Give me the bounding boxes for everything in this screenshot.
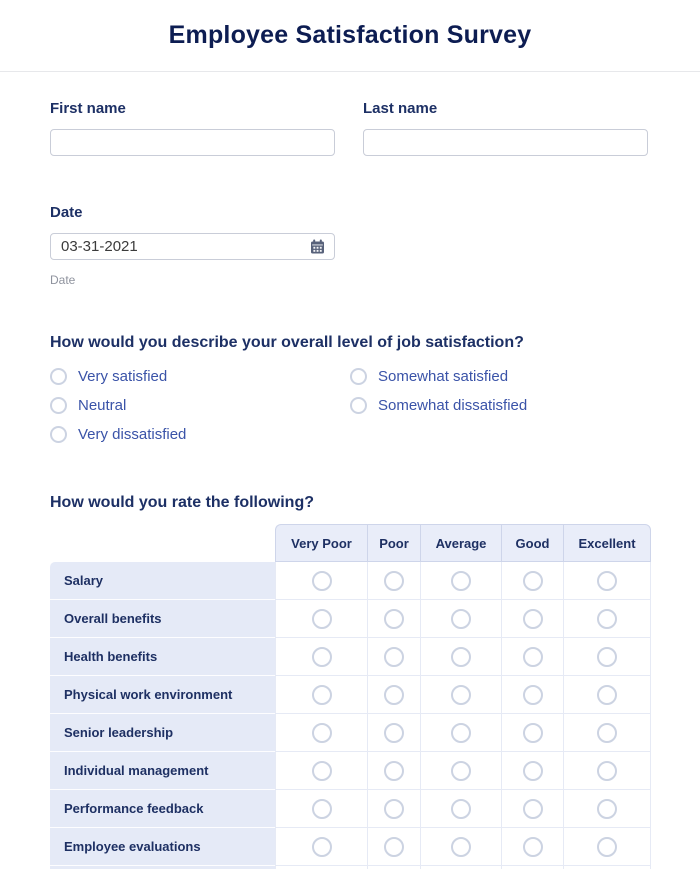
matrix-radio[interactable] [384, 647, 404, 667]
date-input-wrap [50, 233, 335, 260]
radio-icon[interactable] [350, 397, 367, 414]
matrix-radio[interactable] [384, 837, 404, 857]
page-title: Employee Satisfaction Survey [168, 21, 532, 49]
matrix-radio[interactable] [312, 799, 332, 819]
matrix-radio[interactable] [451, 723, 471, 743]
rating-matrix-question-text: How would you rate the following? [50, 494, 314, 511]
form-header [0, 0, 700, 72]
matrix-radio[interactable] [597, 723, 617, 743]
option-somewhat-satisfied[interactable] [350, 362, 650, 391]
matrix-radio[interactable] [451, 685, 471, 705]
option-label: Neutral [78, 397, 127, 414]
matrix-radio[interactable] [523, 685, 543, 705]
matrix-radio[interactable] [597, 837, 617, 857]
date-label: Date [50, 204, 83, 221]
matrix-radio[interactable] [451, 761, 471, 781]
option-label: Somewhat satisfied [378, 368, 509, 385]
radio-icon[interactable] [50, 397, 67, 414]
matrix-row-overall-benefits [50, 600, 651, 638]
matrix-col-average: Average [420, 524, 501, 562]
matrix-radio[interactable] [312, 609, 332, 629]
radio-icon[interactable] [50, 368, 67, 385]
matrix-radio[interactable] [523, 761, 543, 781]
first-name-input[interactable] [50, 129, 335, 156]
matrix-radio[interactable] [312, 723, 332, 743]
matrix-row-label: Individual management [50, 752, 275, 790]
matrix-radio[interactable] [597, 799, 617, 819]
option-label: Very satisfied [78, 368, 168, 385]
radio-icon[interactable] [350, 368, 367, 385]
matrix-radio[interactable] [384, 761, 404, 781]
matrix-radio[interactable] [312, 761, 332, 781]
name-section [50, 100, 650, 156]
radio-icon[interactable] [50, 426, 67, 443]
matrix-radio[interactable] [312, 647, 332, 667]
last-name-input[interactable] [363, 129, 648, 156]
matrix-radio[interactable] [451, 571, 471, 591]
job-satisfaction-question [50, 334, 650, 449]
date-sublabel: Date [50, 273, 76, 287]
matrix-radio[interactable] [597, 647, 617, 667]
matrix-radio[interactable] [523, 837, 543, 857]
matrix-radio[interactable] [384, 609, 404, 629]
matrix-radio[interactable] [597, 609, 617, 629]
matrix-radio[interactable] [312, 571, 332, 591]
matrix-radio[interactable] [523, 799, 543, 819]
matrix-row-label: Senior leadership [50, 714, 275, 752]
matrix-radio[interactable] [523, 571, 543, 591]
matrix-radio[interactable] [523, 647, 543, 667]
matrix-col-good: Good [501, 524, 563, 562]
matrix-corner-cell [50, 524, 275, 562]
matrix-radio[interactable] [384, 685, 404, 705]
matrix-row-employee-evaluations [50, 828, 651, 866]
option-very-satisfied[interactable] [50, 362, 350, 391]
matrix-radio[interactable] [384, 799, 404, 819]
matrix-col-very-poor: Very Poor [275, 524, 367, 562]
job-satisfaction-options [50, 362, 650, 449]
option-label: Somewhat dissatisfied [378, 397, 528, 414]
option-very-dissatisfied[interactable] [50, 420, 350, 449]
matrix-row-label: Performance feedback [50, 790, 275, 828]
matrix-row-label: Health benefits [50, 638, 275, 676]
matrix-col-poor: Poor [367, 524, 420, 562]
last-name-field [363, 100, 648, 156]
job-satisfaction-question-text: How would you describe your overall level of job satisfaction? [50, 334, 524, 351]
matrix-radio[interactable] [597, 571, 617, 591]
matrix-row-label: Employee evaluations [50, 828, 275, 866]
matrix-radio[interactable] [523, 609, 543, 629]
last-name-label: Last name [363, 100, 438, 117]
date-section [50, 204, 335, 287]
matrix-row-senior-leadership [50, 714, 651, 752]
matrix-radio[interactable] [384, 571, 404, 591]
matrix-radio[interactable] [451, 837, 471, 857]
form-body [0, 100, 700, 869]
matrix-row-individual-management [50, 752, 651, 790]
matrix-row-label: Salary [50, 562, 275, 600]
matrix-row-physical-work-environment [50, 676, 651, 714]
matrix-header-row [50, 524, 651, 562]
rating-matrix-question [50, 494, 650, 869]
matrix-radio[interactable] [312, 837, 332, 857]
first-name-field [50, 100, 335, 156]
option-neutral[interactable] [50, 391, 350, 420]
matrix-radio[interactable] [451, 609, 471, 629]
matrix-radio[interactable] [312, 685, 332, 705]
matrix-row-health-benefits [50, 638, 651, 676]
calendar-icon[interactable] [309, 238, 326, 255]
first-name-label: First name [50, 100, 126, 117]
matrix-radio[interactable] [597, 761, 617, 781]
date-input[interactable] [50, 233, 335, 260]
matrix-radio[interactable] [451, 647, 471, 667]
option-label: Very dissatisfied [78, 426, 187, 443]
matrix-row-salary [50, 562, 651, 600]
matrix-row-label: Overall benefits [50, 600, 275, 638]
matrix-radio[interactable] [597, 685, 617, 705]
matrix-col-excellent: Excellent [563, 524, 651, 562]
matrix-row-label: Physical work environment [50, 676, 275, 714]
matrix-radio[interactable] [451, 799, 471, 819]
matrix-radio[interactable] [523, 723, 543, 743]
rating-matrix-table [50, 524, 651, 869]
option-somewhat-dissatisfied[interactable] [350, 391, 650, 420]
matrix-radio[interactable] [384, 723, 404, 743]
matrix-row-performance-feedback [50, 790, 651, 828]
